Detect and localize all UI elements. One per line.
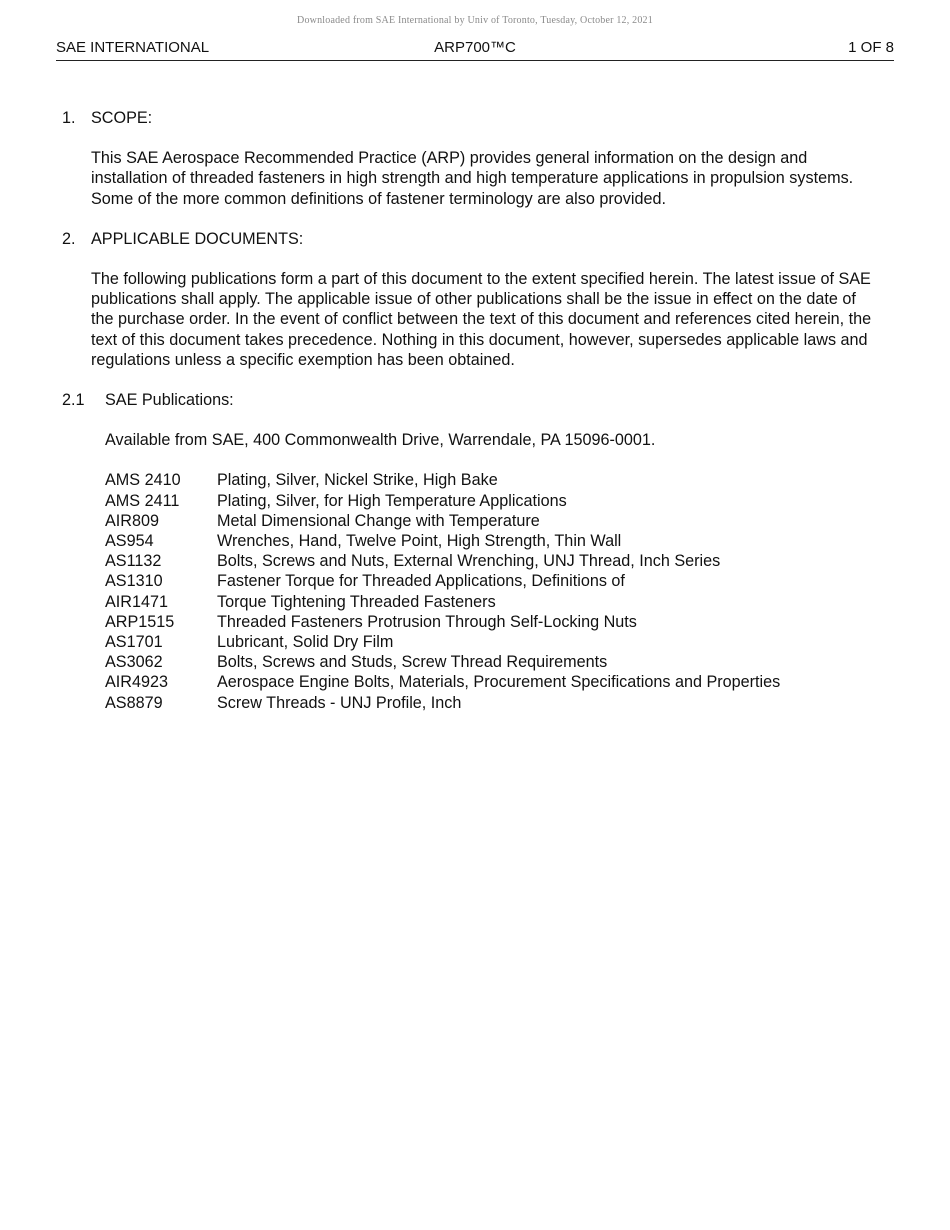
document-body <box>62 108 882 713</box>
publication-row <box>105 470 882 490</box>
publication-title: Fastener Torque for Threaded Applications, Definitions of <box>217 572 625 591</box>
publication-row <box>105 693 882 713</box>
publication-row <box>105 652 882 672</box>
availability-paragraph: Available from SAE, 400 Commonwealth Drive, Warrendale, PA 15096-0001. <box>105 431 656 450</box>
page-number: 1 OF 8 <box>848 39 894 56</box>
publication-title: Plating, Silver, for High Temperature Applications <box>217 491 567 510</box>
publication-row <box>105 632 882 652</box>
publication-id: ARP1515 <box>105 612 175 631</box>
publication-title: Bolts, Screws and Nuts, External Wrenching, UNJ Thread, Inch Series <box>217 552 721 571</box>
publication-title: Torque Tightening Threaded Fasteners <box>217 592 496 611</box>
publication-title: Wrenches, Hand, Twelve Point, High Strength, Thin Wall <box>217 532 622 550</box>
page-header <box>56 38 894 61</box>
publisher-name: SAE INTERNATIONAL <box>56 39 210 56</box>
document-number: ARP700™C <box>434 39 516 56</box>
publication-row <box>105 672 882 692</box>
publication-id: AS1132 <box>105 552 162 571</box>
section-2-1-heading <box>62 390 882 410</box>
publication-id: AMS 2410 <box>105 471 181 490</box>
section-title: APPLICABLE DOCUMENTS: <box>91 229 304 248</box>
publication-id: AS3062 <box>105 653 163 672</box>
publication-row <box>105 491 882 511</box>
download-watermark: Downloaded from SAE International by Univ of Toronto, Tuesday, October 12, 2021 <box>297 15 653 26</box>
publication-list <box>105 470 882 712</box>
publication-id: AS954 <box>105 532 154 550</box>
publication-row <box>105 571 882 591</box>
publication-title: Lubricant, Solid Dry Film <box>217 632 394 651</box>
publication-id: AS8879 <box>105 693 163 712</box>
publication-row <box>105 551 882 571</box>
section-title: SAE Publications: <box>105 391 234 410</box>
publication-title: Threaded Fasteners Protrusion Through Self-Locking Nuts <box>217 612 637 631</box>
publication-row <box>105 592 882 612</box>
publication-id: AIR1471 <box>105 592 168 611</box>
publication-title: Bolts, Screws and Studs, Screw Thread Requirements <box>217 653 608 672</box>
publication-title: Metal Dimensional Change with Temperature <box>217 511 540 530</box>
section-2-heading <box>62 229 882 249</box>
publication-id: AS1310 <box>105 572 163 591</box>
publication-id: AIR4923 <box>105 673 168 692</box>
publication-id: AS1701 <box>105 632 163 651</box>
publication-title: Screw Threads - UNJ Profile, Inch <box>217 693 462 712</box>
publication-id: AIR809 <box>105 511 159 530</box>
section-number: 2.1 <box>62 391 85 410</box>
section-1-paragraph: This SAE Aerospace Recommended Practice (ARP) provides general information on the design and installation of threaded fasteners in high strength and high temperature applications in propulsion systems. Some of the more common definitions of fastener terminology are also provided. <box>91 149 854 208</box>
publication-row <box>105 511 882 531</box>
publication-id: AMS 2411 <box>105 491 180 510</box>
section-title: SCOPE: <box>91 109 153 127</box>
section-number: 2. <box>62 229 76 248</box>
publication-title: Aerospace Engine Bolts, Materials, Procurement Specifications and Properties <box>217 673 781 692</box>
publication-title: Plating, Silver, Nickel Strike, High Bake <box>217 471 498 490</box>
section-1-heading <box>62 108 882 128</box>
publication-row <box>105 612 882 632</box>
section-2-paragraph: The following publications form a part of this document to the extent specified herein. The latest issue of SAE publications shall apply. The applicable issue of other publications shall be the issue in effect on the date of the purchase order. In the event of conflict between the text of this document and references cited herein, the text of this document takes precedence. Nothing in this document, however, supersedes applicable laws and regulations unless a specific exemption has been obtained. <box>91 270 872 369</box>
section-number: 1. <box>62 109 76 127</box>
publication-row <box>105 531 882 551</box>
